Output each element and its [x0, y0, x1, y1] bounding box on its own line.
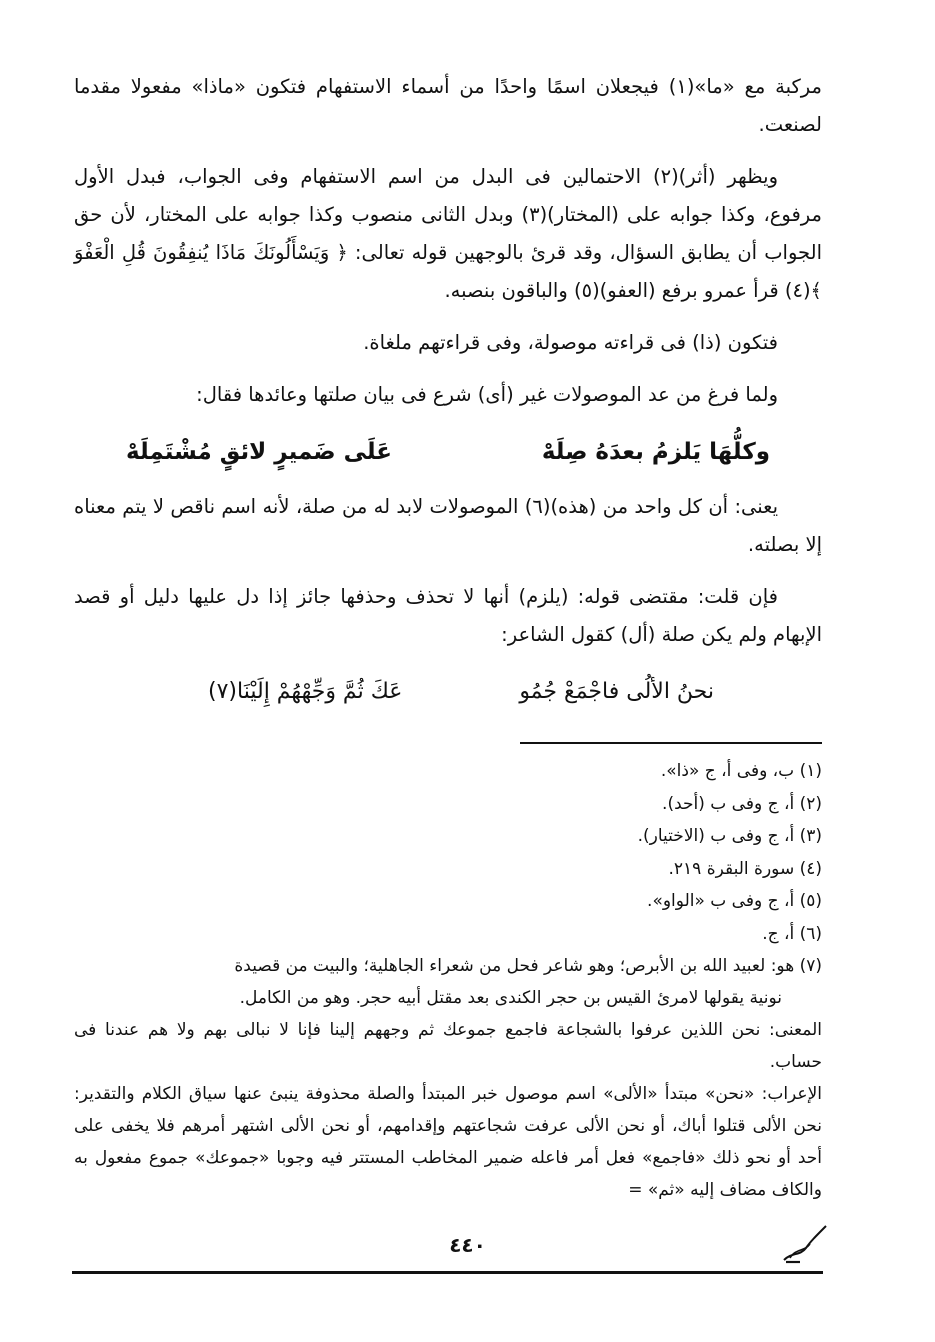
footnote: (٣) أ، ج وفى ب (الاختيار).: [637, 826, 822, 846]
verse-second-half: عَكَ ثُمَّ وَجِّهْهُمْ إِلَيْنَا(٧): [208, 679, 403, 704]
paragraph: فتكون (ذا) فى قراءته موصولة، وفى قراءتهم ملغاة.: [363, 331, 778, 354]
paragraph: فإن قلت: مقتضى قوله: (يلزم) أنها لا تحذف وحذفها جائز إذا دل عليها دليل أو قصد الإبهام ولم يكن صلة (أل) كقول الشاعر:: [74, 585, 822, 646]
ornament-icon: [780, 1222, 830, 1264]
footnote-irab: الإعراب: «نحن» مبتدأ «الألى» اسم موصول خبر المبتدأ والصلة محذوفة ينبئ عنها سياق الكلام والتقدير: نحن الألى قتلوا أباك، أو نحن الألى عرفت شجاعتهم وإقدامهم، أو نحن الألى اشتهر أمرهم فلا يخفى على أحد أو نحو ذلك «فاجمع» فعل أمر فاعله ضمير المخاطب المستتر فيه وجوبا «جموعك» جموع مفعول به والكاف مضاف إليه «ثم» =: [74, 1084, 822, 1200]
verse-first-half: وكلُّهَا يَلزمُ بعدَهُ صِلَهْ: [541, 439, 770, 465]
paragraph: يعنى: أن كل واحد من (هذه)(٦) الموصولات لابد له من صلة، لأنه اسم ناقص لا يتم معناه إلا بصلته.: [74, 495, 822, 556]
footnote-meaning: المعنى: نحن اللذين عرفوا بالشجاعة فاجمع جموعك ثم وجههم إلينا فإنا لا نبالى بهم ولا هم عندنا فى حساب.: [74, 1020, 822, 1072]
footnote: (٦) أ، ج.: [762, 923, 822, 944]
paragraph: ويظهر (أثر)(٢) الاحتمالين فى البدل من اسم الاستفهام وفى الجواب، فبدل الأول مرفوع، وكذا جوابه على (المختار)(٣) وبدل الثانى منصوب وكذا جوابه على المختار، لأن حق الجواب أن يطابق السؤال، وقد قرئ بالوجهين قوله تعالى: ﴿ وَيَسْأَلُونَكَ مَاذَا يُنفِقُونَ قُلِ الْعَفْوَ ﴾(٤) قرأ عمرو برفع (العفو)(٥) والباقون بنصبه.: [74, 165, 822, 302]
footnote: (٥) أ، ج وفى ب «الواو».: [647, 891, 822, 911]
footnote-poet-continued: نونية يقولها لامرئ القيس بن حجر الكندى بعد مقتل أبيه حجر. وهو من الكامل.: [239, 988, 782, 1008]
footnote: (٤) سورة البقرة ٢١٩.: [668, 858, 822, 879]
verse-first-half: نحنُ الألُى فاجْمَعْ جُمُو: [519, 679, 714, 704]
verse-line: [74, 428, 822, 476]
footnotes: [74, 755, 822, 1206]
footnote: (٢) أ، ج وفى ب (أحد).: [662, 793, 822, 814]
verse-second-half: عَلَى ضَميرٍ لائقٍ مُشْتَمِلَهْ: [126, 439, 393, 465]
paragraph: مركبة مع «ما»(١) فيجعلان اسمًا واحدًا من أسماء الاستفهام فتكون «ماذا» مفعولا مقدما لصنعت.: [74, 75, 823, 136]
main-text: [74, 68, 822, 728]
verse-line: [74, 668, 822, 716]
page-number: ٤٤٠: [449, 1233, 486, 1257]
footnote-poet: (٧) هو: لعبيد الله بن الأبرص؛ وهو شاعر فحل من شعراء الجاهلية؛ والبيت من قصيدة: [234, 956, 822, 976]
footnote: (١) ب، وفى أ، ج «ذا».: [660, 761, 822, 781]
footnote-separator: [520, 742, 822, 744]
bottom-rule: [72, 1271, 823, 1274]
paragraph: ولما فرغ من عد الموصولات غير (أى) شرع فى بيان صلتها وعائدها فقال:: [196, 383, 778, 406]
